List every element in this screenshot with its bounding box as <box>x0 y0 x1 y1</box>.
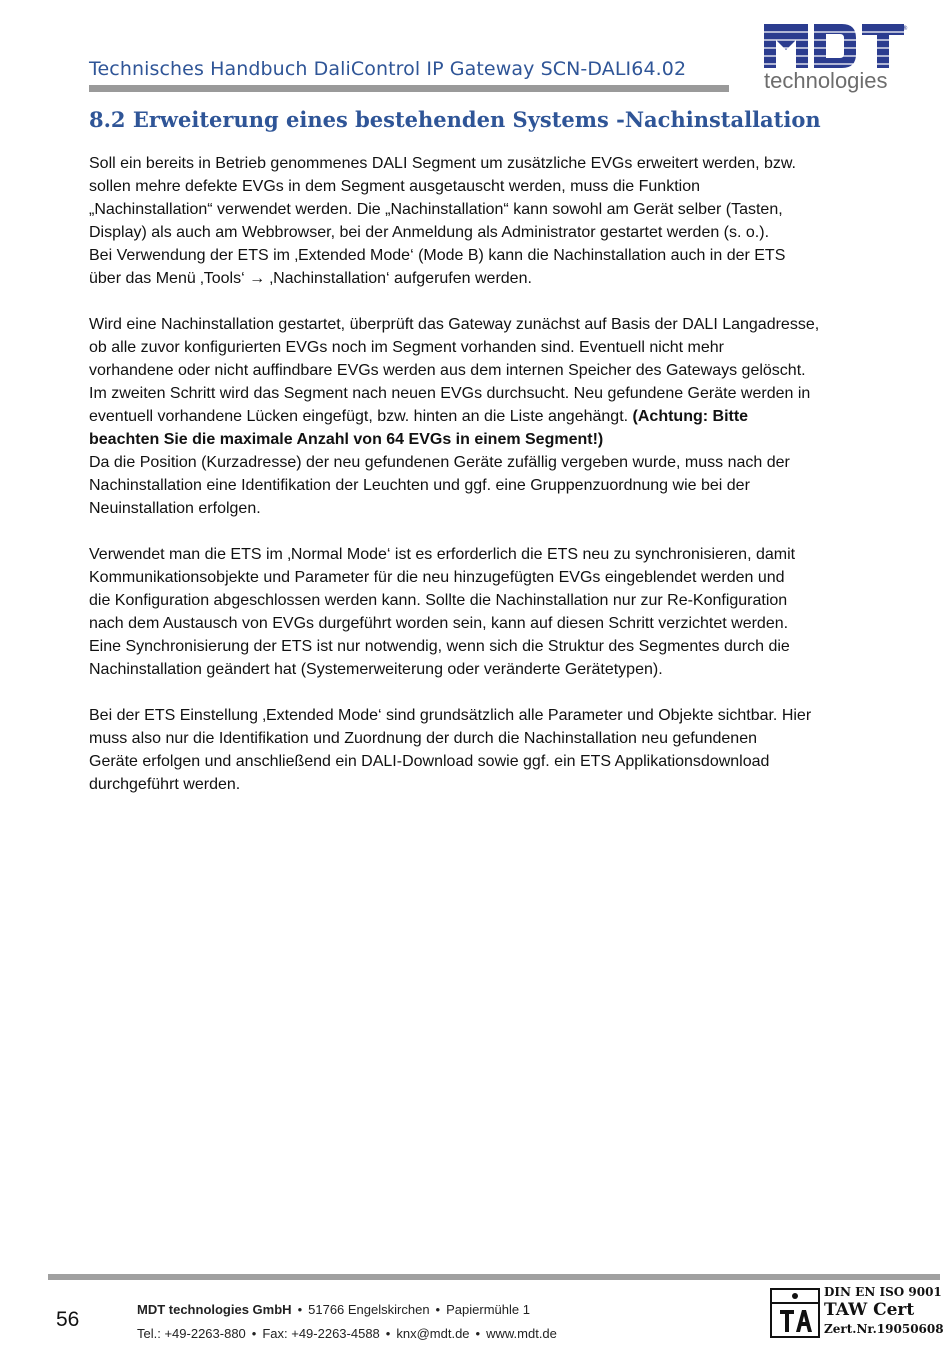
text-line: Da die Position (Kurzadresse) der neu gefundenen Geräte zufällig vergeben wurde, muss nach der <box>89 454 790 471</box>
text-line: über das Menü ‚Tools‘ → ‚Nachinstallation‘ aufgerufen werden. <box>89 270 532 287</box>
text-line: Verwendet man die ETS im ‚Normal Mode‘ ist es erforderlich die ETS neu zu synchronisieren, damit <box>89 546 796 563</box>
text-line: sollen mehre defekte EVGs in dem Segment ausgetauscht werden, muss die Funktion <box>89 178 700 195</box>
text-line: Bei Verwendung der ETS im ‚Extended Mode‘ (Mode B) kann die Nachinstallation auch in der ETS <box>89 247 786 264</box>
warning-text: beachten Sie die maximale Anzahl von 64 EVGs in einem Segment!) <box>89 431 604 448</box>
text-line: Eine Synchronisierung der ETS ist nur notwendig, wenn sich die Struktur des Segmentes durch die <box>89 638 790 655</box>
text-line: „Nachinstallation“ verwendet werden. Die „Nachinstallation“ kann sowohl am Gerät selber (Tasten, <box>89 201 783 218</box>
header-divider <box>89 85 729 92</box>
text-line: Bei der ETS Einstellung ‚Extended Mode‘ sind grundsätzlich alle Parameter und Objekte sichtbar. Hier <box>89 707 812 724</box>
text-line: Wird eine Nachinstallation gestartet, überprüft das Gateway zunächst auf Basis der DALI Langadresse, <box>89 316 820 333</box>
cert-iso: DIN EN ISO 9001 <box>824 1285 942 1299</box>
text-line: durchgeführt werden. <box>89 776 241 793</box>
telephone: Tel.: +49-2263-880 <box>137 1326 246 1341</box>
cert-taw: TAW Cert <box>824 1300 915 1320</box>
text-line: ob alle zuvor konfigurierten EVGs noch im Segment vorhanden sind. Eventuell nicht mehr <box>89 339 725 356</box>
logo-subtitle: technologies <box>764 68 888 93</box>
text-line: Im zweiten Schritt wird das Segment nach neuen EVGs durchsucht. Neu gefundene Geräte werden in <box>89 385 811 402</box>
bullet-separator: • <box>251 1326 257 1341</box>
taw-cert-logo-icon <box>770 1288 820 1338</box>
text-line: nach dem Austausch von EVGs durgeführt worden sein, kann auf diesen Schritt verzichtet werden. <box>89 615 789 632</box>
text-line: muss also nur die Identifikation und Zuordnung der durch die Nachinstallation neu gefundenen <box>89 730 757 747</box>
footer-divider <box>48 1274 940 1280</box>
email-link[interactable]: knx@mdt.de <box>396 1326 470 1341</box>
warning-text: (Achtung: Bitte <box>632 408 749 425</box>
text-line: Soll ein bereits in Betrieb genommenes DALI Segment um zusätzliche EVGs erweitert werden, bzw. <box>89 155 796 172</box>
text-line: die Konfiguration abgeschlossen werden kann. Sollte die Nachinstallation nur zur Re-Konfiguration <box>89 592 788 609</box>
text-line: Nachinstallation eine Identifikation der Leuchten und ggf. eine Gruppenzuordnung wie bei der <box>89 477 750 494</box>
text-line: Neuinstallation erfolgen. <box>89 500 261 517</box>
bullet-separator: • <box>475 1326 481 1341</box>
bullet-separator: • <box>297 1302 303 1317</box>
website-link[interactable]: www.mdt.de <box>486 1326 557 1341</box>
page-number: 56 <box>56 1308 80 1331</box>
cert-number: Zert.Nr.19050608 <box>824 1322 944 1336</box>
text-line: Kommunikationsobjekte und Parameter für die neu hinzugefügten EVGs eingeblendet werden und <box>89 569 785 586</box>
text-line-mixed <box>89 405 879 428</box>
paragraph-2 <box>89 313 879 520</box>
svg-text:®: ® <box>902 25 908 32</box>
address-street: Papiermühle 1 <box>446 1302 530 1317</box>
certification-block <box>824 1284 944 1337</box>
document-header-title: Technisches Handbuch DaliControl IP Gateway SCN-DALI64.02 <box>89 58 687 80</box>
body-text <box>89 152 879 819</box>
paragraph-3 <box>89 543 879 681</box>
text-fragment: eventuell vorhandene Lücken eingefügt, bzw. hinten an die Liste angehängt. <box>89 408 633 425</box>
text-line: Nachinstallation geändert hat (Systemerweiterung oder veränderte Gerätetypen). <box>89 661 663 678</box>
text-line: Display) als auch am Webbrowser, bei der Anmeldung als Administrator gestartet werden (s. o.). <box>89 224 770 241</box>
footer-address <box>137 1302 530 1317</box>
footer-contact <box>137 1326 557 1341</box>
company-name: MDT technologies GmbH <box>137 1302 292 1317</box>
bullet-separator: • <box>385 1326 391 1341</box>
section-heading: 8.2 Erweiterung eines bestehenden Systems -Nachinstallation <box>89 107 821 132</box>
fax: Fax: +49-2263-4588 <box>262 1326 380 1341</box>
bullet-separator: • <box>435 1302 441 1317</box>
text-line: vorhandene oder nicht auffindbare EVGs werden aus dem internen Speicher des Gateways gelöscht. <box>89 362 806 379</box>
mdt-logo <box>762 22 912 98</box>
mdt-logo-mark <box>762 22 906 70</box>
address-city: 51766 Engelskirchen <box>308 1302 430 1317</box>
paragraph-4 <box>89 704 879 796</box>
paragraph-1 <box>89 152 879 290</box>
text-line: Geräte erfolgen und anschließend ein DALI-Download sowie ggf. ein ETS Applikationsdownload <box>89 753 770 770</box>
